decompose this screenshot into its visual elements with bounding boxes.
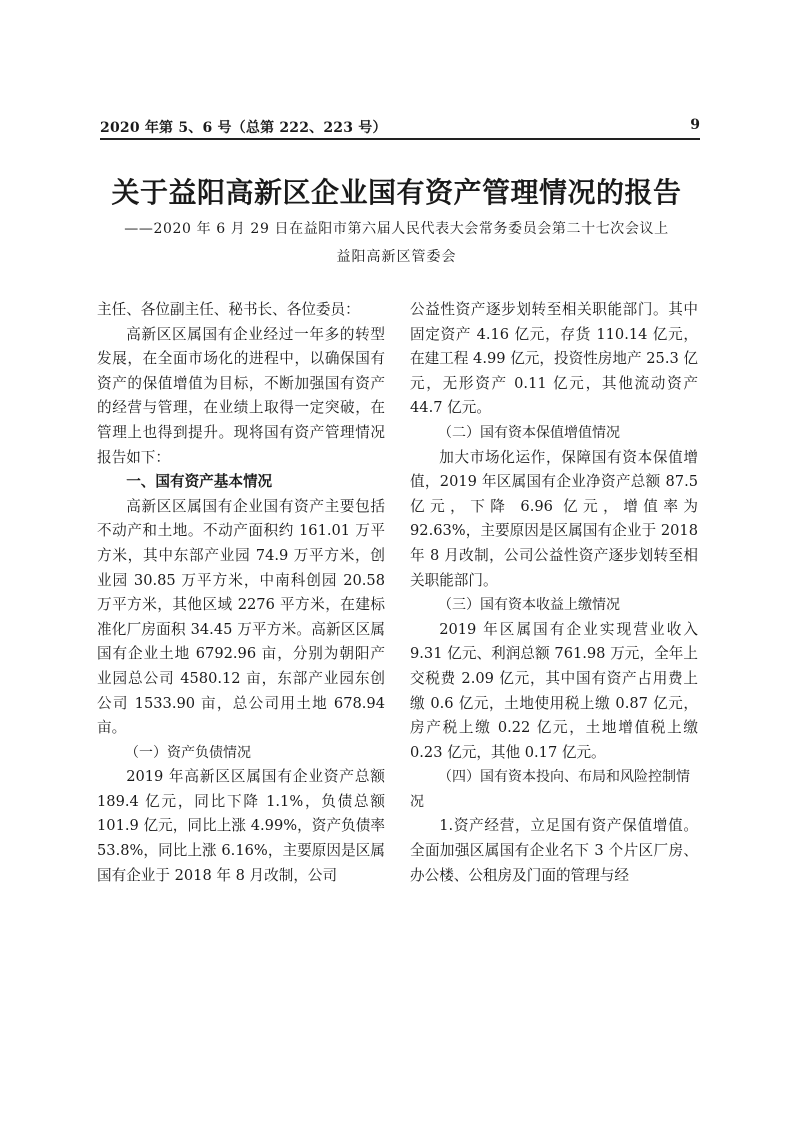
body-paragraph: 2019 年高新区区属国有企业资产总额 189.4 亿元，同比下降 1.1%，负债总额 101.9 亿元，同比上涨 4.99%，资产负债率 53.8%，同比上涨 6.16%，主要原因是区属国有企业于 2018 年 8 月改制，公司 — [97, 768, 385, 884]
section-heading: 一、国有资产基本情况 — [126, 473, 273, 491]
salutation: 主任、各位副主任、秘书长、各位委员： — [97, 301, 360, 318]
report-author: 益阳高新区管委会 — [336, 249, 457, 265]
subsection-heading: （四）国有资本投向、布局和风险控制情况 — [410, 769, 690, 810]
running-header — [100, 117, 700, 137]
header-divider — [100, 138, 700, 140]
report-subtitle: ——2020 年 6 月 29 日在益阳市第六届人民代表大会常务委员会第二十七次会议上 — [124, 221, 669, 237]
body-paragraph: 公益性资产逐步划转至相关职能部门。其中固定资产 4.16 亿元，存货 110.14 亿元，在建工程 4.99 亿元，投资性房地产 25.3 亿元，无形资产 0.11 亿元，其他流动资产 44.7 亿元。 — [410, 301, 698, 417]
right-column — [410, 298, 698, 888]
subsection-heading: （二）国有资本保值增值情况 — [438, 424, 620, 441]
body-paragraph: 加大市场化运作，保障国有资本保值增值，2019 年区属国有企业净资产总额 87.5 亿元，下降 6.96 亿元，增值率为 92.63%，主要原因是区属国有企业于 2018 年 8 月改制，公司公益性资产逐步划转至相关职能部门。 — [410, 448, 698, 589]
body-paragraph: 1.资产经营，立足国有资产保值增值。全面加强区属国有企业名下 3 个片区厂房、办公楼、公租房及门面的管理与经 — [410, 817, 698, 884]
left-column — [97, 298, 385, 888]
intro-paragraph: 高新区区属国有企业经过一年多的转型发展，在全面市场化的进程中，以确保国有资产的保值增值为目标，不断加强国有资产的经营与管理，在业绩上取得一定突破，在管理上也得到提升。现将国有资产管理情况报告如下： — [97, 325, 385, 466]
body-paragraph: 2019 年区属国有企业实现营业收入 9.31 亿元、利润总额 761.98 万元，全年上交税费 2.09 亿元，其中国有资产占用费上缴 0.6 亿元，土地使用税上缴 0.87 亿元，房产税上缴 0.22 亿元，土地增值税上缴 0.23 亿元，其他 0.17 亿元。 — [410, 620, 698, 761]
subsection-heading: （三）国有资本收益上缴情况 — [438, 597, 620, 614]
issue-number: 2020 年第 5、6 号（总第 222、223 号） — [100, 120, 387, 136]
subsection-heading: （一）资产负债情况 — [125, 744, 251, 761]
body-paragraph: 高新区区属国有企业国有资产主要包括不动产和土地。不动产面积约 161.01 万平方米，其中东部产业园 74.9 万平方米，创业园 30.85 万平方米，中南科创园 20.58 万平方米，其他区域 2276 平方米，在建标准化厂房面积 34.45 万平方米。高新区区属国有企业土地 6792.96 亩，分别为朝阳产业园总公司 4580.12 亩，东部产业园东创公司 1533.90 亩，总公司用土地 678.94 亩。 — [97, 497, 385, 737]
page-number: 9 — [690, 117, 700, 133]
report-title: 关于益阳高新区企业国有资产管理情况的报告 — [111, 176, 682, 209]
